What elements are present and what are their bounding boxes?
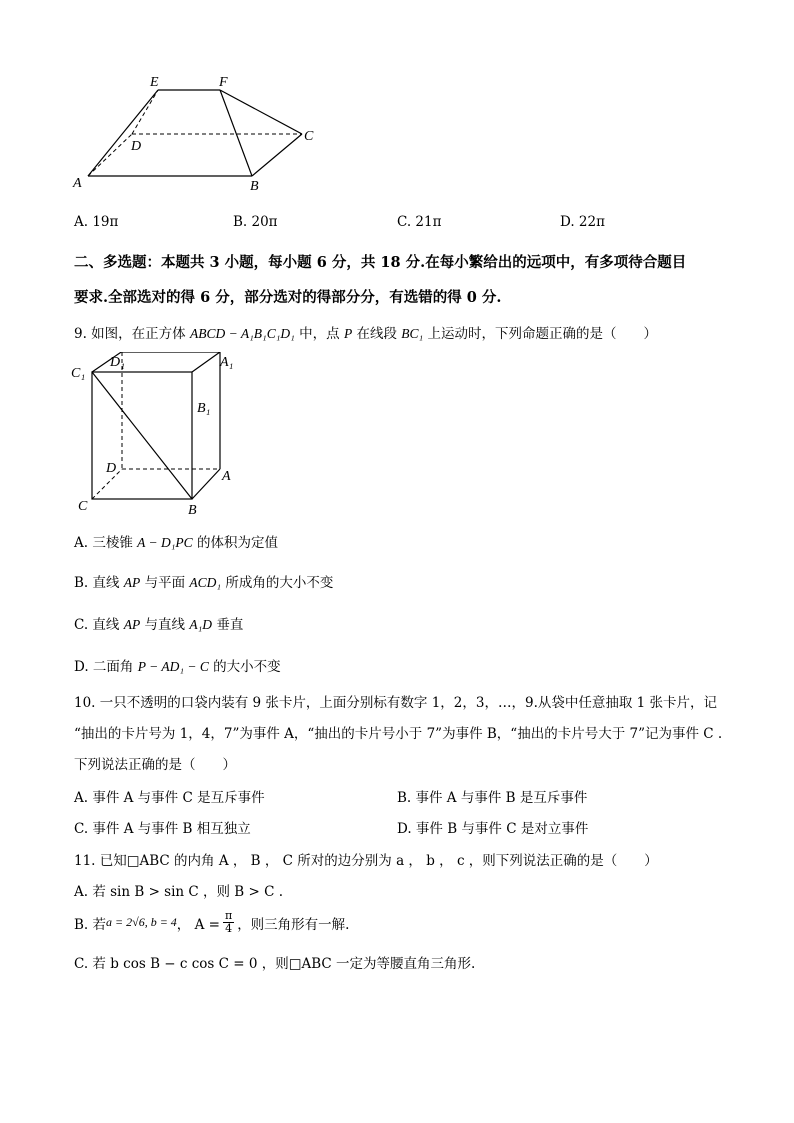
label-D: D [106,461,117,476]
label-C1: C₁ [71,366,86,381]
label-C: C [304,129,314,144]
section2-line1: 二、多选题：本题共 3 小题，每小题 6 分，共 18 分.在每小繁给出的远项中，有多项待合题目 [74,254,687,271]
section2-line2: 要求.全部选对的得 6 分，部分选对的得部分分，有选错的得 0 分. [74,289,502,306]
q11-stem: 11. 已知□ABC 的内角 A ， B ， C 所对的边分别为 a ， b ， c ，则下列说法正确的是（ ） [74,853,658,869]
q10-option-b[interactable]: B. 事件 A 与事件 B 是互斥事件 [397,790,588,806]
q10-option-c[interactable]: C. 事件 A 与事件 B 相互独立 [74,821,251,837]
cube-figure [70,352,240,520]
q9-option-b[interactable]: B. 直线 AP 与平面 ACD₁ 所成角的大小不变 [74,575,334,591]
q8-option-a[interactable]: A. 19π [74,214,119,230]
label-D: D [131,139,142,154]
label-F: F [219,75,228,90]
q10-option-a[interactable]: A. 事件 A 与事件 C 是互斥事件 [74,790,265,806]
q11-option-c[interactable]: C. 若 b cos B − c cos C = 0 ，则□ABC 一定为等腰直角三角形. [74,956,476,972]
label-B: B [250,179,259,194]
q9-stem: 9. 如图，在正方体 ABCD − A₁B₁C₁D₁ 中，点 P 在线段 BC₁ 上运动时，下列命题正确的是（ ） [74,326,658,342]
label-C: C [78,499,88,514]
q10-option-d[interactable]: D. 事件 B 与事件 C 是对立事件 [397,821,589,837]
q9-option-d[interactable]: D. 二面角 P − AD₁ − C 的大小不变 [74,659,281,675]
q10-line2: “抽出的卡片号为 1，4，7”为事件 A，“抽出的卡片号小于 7”为事件 B，“抽出的卡片号大于 7”记为事件 C . [74,726,723,742]
label-D1: D₁ [110,355,125,370]
q10-line1: 10. 一只不透明的口袋内装有 9 张卡片，上面分别标有数字 1，2，3，…，9.从袋中任意抽取 1 张卡片，记 [74,695,718,711]
q11-option-a[interactable]: A. 若 sin B > sin C ，则 B > C . [74,884,284,900]
label-B1: B₁ [197,401,211,416]
label-A1: A₁ [220,355,234,370]
solid-figure [70,70,330,195]
q8-option-b[interactable]: B. 20π [233,214,278,230]
fraction-pi-over-4: $\frac{\pi}{4}$ [224,909,233,935]
q8-option-c[interactable]: C. 21π [397,214,442,230]
label-B: B [188,503,197,518]
label-E: E [150,75,159,90]
q9-option-a[interactable]: A. 三棱锥 A − D₁PC 的体积为定值 [74,535,278,551]
label-A: A [222,469,231,484]
q10-line3: 下列说法正确的是（ ） [74,757,236,773]
q11-option-b[interactable]: B. 若 a = 2√6, b = 4 ， A = $\frac{\pi}{4}$ ，则三角形有一解. [74,909,350,935]
q8-option-d[interactable]: D. 22π [560,214,605,230]
label-A: A [73,176,82,191]
q9-option-c[interactable]: C. 直线 AP 与直线 A₁D 垂直 [74,617,244,633]
